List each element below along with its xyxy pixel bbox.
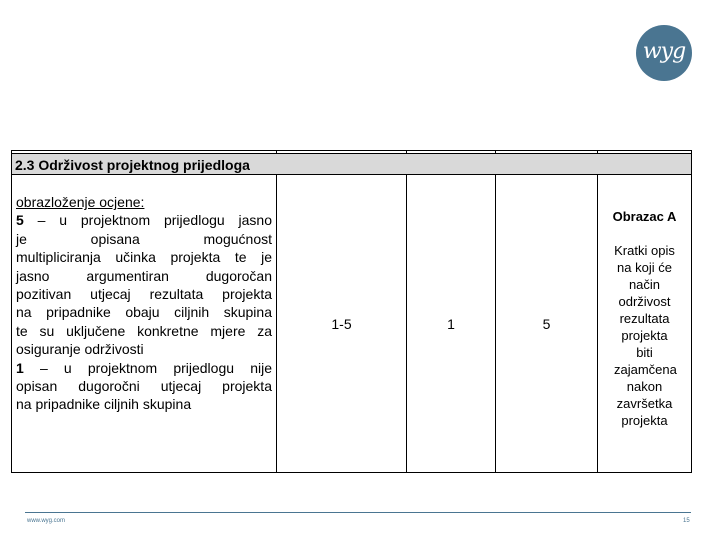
- criteria-line-text: – u projektnom prijedlogu nije: [23, 359, 272, 376]
- criteria-line-text: opisan dugoročni utjecaj projekta: [16, 378, 272, 395]
- criteria-line-text: na pripadnike obaju ciljnih skupina: [16, 304, 272, 321]
- criteria-score-value: 5: [16, 212, 24, 229]
- criteria-label: obrazloženje ocjene:: [16, 194, 145, 210]
- form-reference: [598, 175, 692, 473]
- criteria-line: [16, 395, 272, 413]
- criteria-line: [16, 377, 272, 395]
- wyg-logo: [636, 25, 692, 81]
- criteria-description: [12, 175, 277, 473]
- logo-text: wyg: [642, 38, 686, 64]
- criteria-line-text: jasno argumentiran dugoročan: [16, 267, 272, 284]
- criteria-line: [16, 211, 272, 229]
- criteria-line-text: je opisana mogućnost: [16, 230, 272, 247]
- criteria-table: [11, 150, 692, 473]
- section-title: 2.3 Održivost projektnog prijedloga: [12, 154, 692, 175]
- page-number: 15: [683, 518, 690, 524]
- criteria-line: [16, 340, 272, 358]
- form-description: Kratki opis na koji će način održivost rezultata projekta biti zajamčena nakon završetka projekta: [614, 243, 677, 428]
- criteria-line-text: na pripadnike ciljnih skupina: [16, 396, 192, 413]
- criteria-line-text: multipliciranja učinka projekta te je: [16, 249, 272, 266]
- criteria-lines: [16, 211, 272, 413]
- criteria-line: [16, 303, 272, 321]
- criteria-line-text: te su uključene konkretne mjere za: [16, 322, 272, 339]
- criteria-line-text: – u projektnom prijedlogu jasno: [23, 212, 272, 229]
- score-range: 1-5: [277, 175, 407, 473]
- criteria-line: [16, 267, 272, 285]
- criteria-line: [16, 322, 272, 340]
- footer-divider: [25, 512, 691, 513]
- criteria-line-text: pozitivan utjecaj rezultata projekta: [16, 286, 272, 303]
- criteria-line-text: osiguranje održivosti: [16, 341, 144, 358]
- score-max: 5: [496, 175, 598, 473]
- criteria-line: [16, 359, 272, 377]
- section-header-row: [12, 154, 692, 175]
- form-title: Obrazac A: [612, 209, 677, 224]
- score-min: 1: [407, 175, 496, 473]
- criteria-row: [12, 175, 692, 473]
- criteria-line: [16, 285, 272, 303]
- criteria-line: [16, 230, 272, 248]
- footer-website: www.wyg.com: [27, 518, 66, 524]
- criteria-score-value: 1: [16, 359, 24, 376]
- criteria-line: [16, 248, 272, 266]
